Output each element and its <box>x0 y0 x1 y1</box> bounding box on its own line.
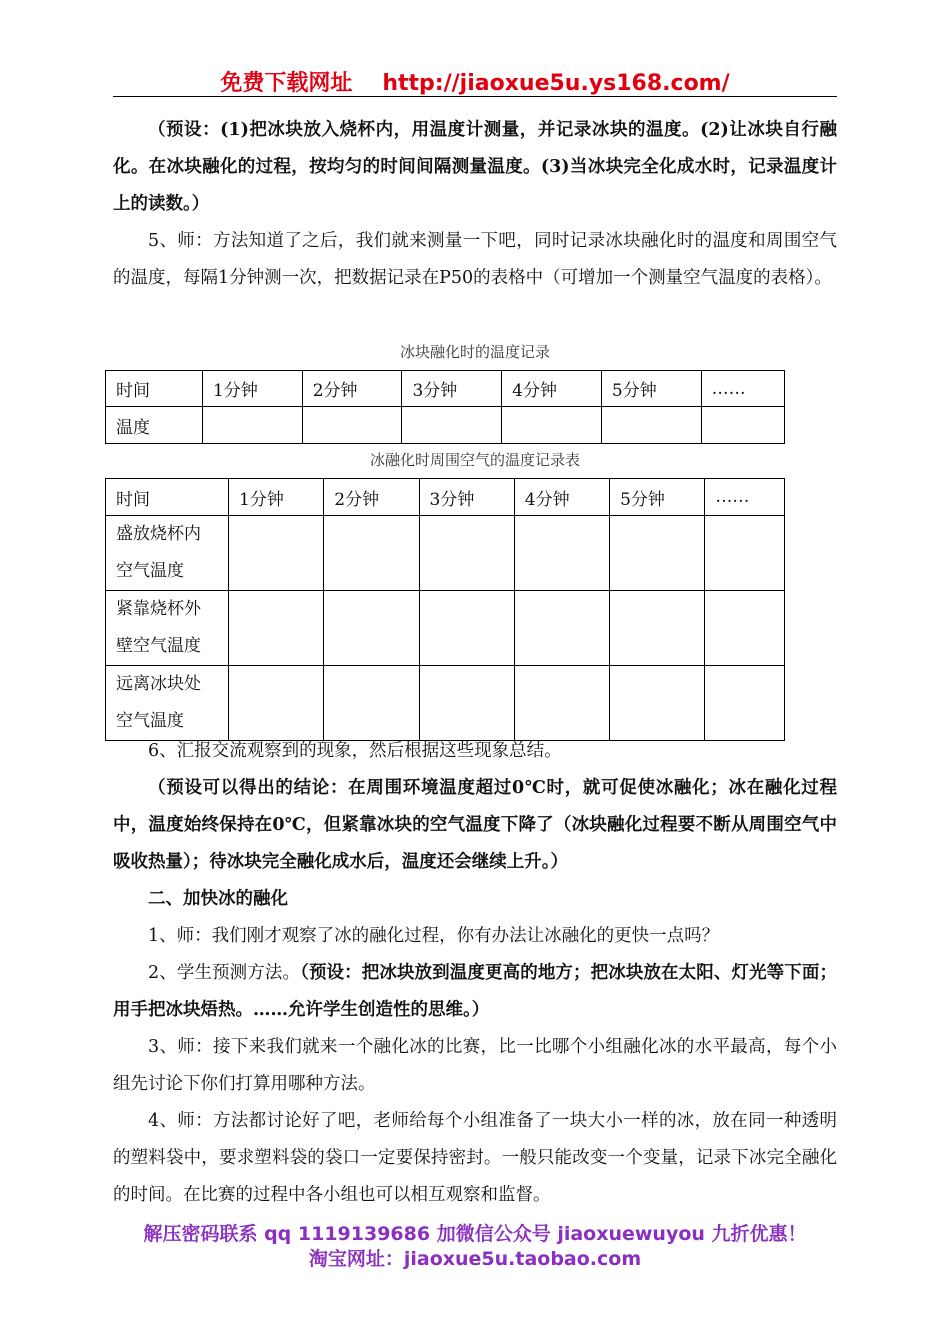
paragraph-step-6: 6、汇报交流观察到的现象，然后根据这些现象总结。 <box>148 741 562 761</box>
table-row <box>106 666 785 741</box>
q2-lead: 2、学生预测方法。 <box>148 963 301 983</box>
paragraph-preset-method: （预设：(1)把冰块放入烧杯内，用温度计测量，并记录冰块的温度。(2)让冰块自行融化。在冰块融化的过程，按均匀的时间间隔测量温度。(3)当冰块完全化成水时，记录温度计上的读数。） <box>113 120 837 214</box>
table-cell-empty <box>402 407 502 444</box>
table-cell-empty <box>324 666 419 741</box>
table-cell-empty <box>610 666 705 741</box>
table-cell-empty <box>229 666 324 741</box>
row-label-line: 壁空气温度 <box>116 636 201 656</box>
table-cell: 4分钟 <box>502 371 602 407</box>
paragraph-q1: 1、师：我们刚才观察了冰的融化过程，你有办法让冰融化的更快一点吗？ <box>148 926 720 946</box>
table-row-label <box>106 516 229 591</box>
footer-contact: 解压密码联系 qq 1119139686 加微信公众号 jiaoxuewuyou 九折优惠！ <box>143 1223 807 1245</box>
table-cell-empty <box>514 516 609 591</box>
table-cell-empty <box>705 516 785 591</box>
table-cell: 2分钟 <box>302 371 402 407</box>
table-row <box>106 479 785 516</box>
table-cell-empty <box>419 591 514 666</box>
paragraph-q2 <box>113 955 837 1029</box>
section-heading: 二、加快冰的融化 <box>148 889 288 909</box>
table-cell: 1分钟 <box>203 371 303 407</box>
table-cell: …… <box>701 371 784 407</box>
table1-caption: 冰块融化时的温度记录 <box>399 343 550 361</box>
table-cell-empty <box>514 666 609 741</box>
table-row-label <box>106 666 229 741</box>
table-cell: 2分钟 <box>324 479 419 516</box>
paragraph-q4: 4、师：方法都讨论好了吧，老师给每个小组准备了一块大小一样的冰，放在同一种透明的塑料袋中，要求塑料袋的袋口一定要保持密封。一般只能改变一个变量，记录下冰完全融化的时间。在比赛的过程中各小组也可以相互观察和监督。 <box>113 1111 837 1205</box>
paragraph-q3: 3、师：接下来我们就来一个融化冰的比赛，比一比哪个小组融化冰的水平最高，每个小组先讨论下你们打算用哪种方法。 <box>113 1037 837 1094</box>
table-cell: 温度 <box>106 407 203 444</box>
table-cell-empty <box>514 591 609 666</box>
row-label-line: 盛放烧杯内 <box>116 524 201 544</box>
table-cell-empty <box>324 591 419 666</box>
table-cell-empty <box>502 407 602 444</box>
table-cell: 1分钟 <box>229 479 324 516</box>
table-row-label <box>106 591 229 666</box>
row-label-line: 紧靠烧杯外 <box>116 599 201 619</box>
table-cell: 5分钟 <box>610 479 705 516</box>
table-row <box>106 407 785 444</box>
row-label-line: 远离冰块处 <box>116 674 201 694</box>
row-label-line: 空气温度 <box>116 711 184 731</box>
table-cell-empty <box>601 407 701 444</box>
table-cell: 时间 <box>106 371 203 407</box>
table-cell: 4分钟 <box>514 479 609 516</box>
table-cell-empty <box>302 407 402 444</box>
page-header <box>113 66 837 96</box>
table-cell-empty <box>610 591 705 666</box>
table-row <box>106 516 785 591</box>
ice-temperature-table <box>105 370 785 444</box>
paragraph-conclusion: （预设可以得出的结论：在周围环境温度超过0℃时，就可促使冰融化；冰在融化过程中，温度始终保持在0℃，但紧靠冰块的空气温度下降了（冰块融化过程要不断从周围空气中吸收热量）；待冰块完全融化成水后，温度还会继续上升。） <box>113 778 837 872</box>
table-cell: 3分钟 <box>402 371 502 407</box>
table-cell-empty <box>701 407 784 444</box>
table-cell-empty <box>610 516 705 591</box>
table-cell: 3分钟 <box>419 479 514 516</box>
table-cell-empty <box>203 407 303 444</box>
row-label-line: 空气温度 <box>116 561 184 581</box>
table-cell-empty <box>705 666 785 741</box>
table-row <box>106 371 785 407</box>
table-cell-empty <box>229 516 324 591</box>
table-cell-empty <box>705 591 785 666</box>
header-divider <box>113 96 837 97</box>
table-cell: 5分钟 <box>601 371 701 407</box>
table-cell-empty <box>419 666 514 741</box>
air-temperature-table <box>105 478 785 741</box>
table-cell: 时间 <box>106 479 229 516</box>
footer-taobao-link[interactable]: 淘宝网址：jiaoxue5u.taobao.com <box>308 1248 642 1270</box>
table-cell-empty <box>229 591 324 666</box>
header-label: 免费下载网址 <box>220 71 353 96</box>
table-cell-empty <box>324 516 419 591</box>
paragraph-step-5: 5、师：方法知道了之后，我们就来测量一下吧，同时记录冰块融化时的温度和周围空气的温度，每隔1分钟测一次，把数据记录在P50的表格中（可增加一个测量空气温度的表格）。 <box>113 231 837 288</box>
table-cell-empty <box>419 516 514 591</box>
header-url-link[interactable]: http://jiaoxue5u.ys168.com/ <box>382 71 730 96</box>
q2-preset: （预设：把冰块放到温度更高的地方；把冰块放在太阳、灯光等下面；用手把冰块焐热。……允许学生创造性的思维。） <box>113 963 838 1020</box>
table2-caption: 冰融化时周围空气的温度记录表 <box>369 451 580 469</box>
table-cell: …… <box>705 479 785 516</box>
table-row <box>106 591 785 666</box>
